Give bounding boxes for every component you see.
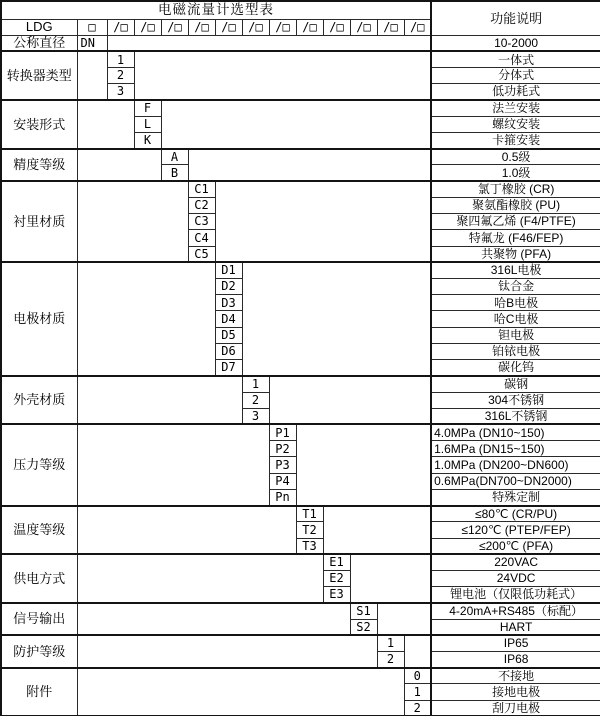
code-cell: 2	[404, 700, 431, 716]
code-cell: E1	[323, 554, 350, 570]
code-cell: C4	[188, 230, 215, 246]
code-cell: 1	[404, 684, 431, 700]
dn-code-box: □	[77, 19, 107, 35]
code-cell: E2	[323, 570, 350, 586]
desc-cell: 碳化钨	[431, 360, 600, 376]
code-cell: C3	[188, 214, 215, 230]
code-cell: C5	[188, 246, 215, 262]
spacer-cell	[269, 376, 431, 425]
desc-cell: 铂铱电极	[431, 343, 600, 359]
spacer-cell	[77, 376, 242, 425]
code-cell: S2	[350, 619, 377, 635]
spacer-cell	[323, 506, 431, 555]
table-title: 电磁流量计选型表	[1, 1, 431, 19]
desc-cell: IP65	[431, 635, 600, 651]
spacer-cell	[77, 506, 296, 555]
desc-cell: 0.6MPa(DN700~DN2000)	[431, 473, 600, 489]
desc-cell: 0.5级	[431, 149, 600, 165]
desc-cell: ≤80℃ (CR/PU)	[431, 506, 600, 522]
code-cell: P1	[269, 424, 296, 440]
section-label: 信号输出	[1, 603, 77, 635]
desc-cell: 共聚物 (PFA)	[431, 246, 600, 262]
desc-cell: 螺纹安装	[431, 116, 600, 132]
code-cell: Pn	[269, 489, 296, 505]
code-slot-5: /□	[215, 19, 242, 35]
spacer-cell	[107, 35, 431, 51]
section-label: 外壳材质	[1, 376, 77, 425]
code-cell: 1	[377, 635, 404, 651]
spacer-cell	[215, 181, 431, 262]
code-slot-3: /□	[161, 19, 188, 35]
code-cell: E3	[323, 587, 350, 603]
desc-cell: ≤200℃ (PFA)	[431, 538, 600, 554]
code-cell: 0	[404, 668, 431, 684]
desc-cell: 220VAC	[431, 554, 600, 570]
desc-cell: ≤120℃ (PTEP/FEP)	[431, 522, 600, 538]
code-slot-12: /□	[404, 19, 431, 35]
code-cell: P4	[269, 473, 296, 489]
desc-cell: 卡箍安装	[431, 133, 600, 149]
desc-cell: 氯丁橡胶 (CR)	[431, 181, 600, 197]
code-cell: 2	[107, 68, 134, 84]
function-column-header: 功能说明	[431, 1, 600, 35]
desc-cell: 10-2000	[431, 35, 600, 51]
model-prefix-label: LDG	[1, 19, 77, 35]
code-cell: A	[161, 149, 188, 165]
code-cell: 1	[242, 376, 269, 392]
section-label: 供电方式	[1, 554, 77, 603]
code-slot-2: /□	[134, 19, 161, 35]
code-cell: D1	[215, 262, 242, 278]
spacer-cell	[77, 149, 161, 181]
desc-cell: 304不锈钢	[431, 392, 600, 408]
code-slot-11: /□	[377, 19, 404, 35]
section-label: 防护等级	[1, 635, 77, 667]
spacer-cell	[350, 554, 431, 603]
code-cell: C2	[188, 197, 215, 213]
spacer-cell	[77, 603, 350, 635]
spacer-cell	[77, 262, 215, 376]
spacer-cell	[161, 100, 431, 149]
code-cell: L	[134, 116, 161, 132]
section-label: 转换器类型	[1, 51, 77, 100]
code-cell: 2	[242, 392, 269, 408]
code-cell: D6	[215, 343, 242, 359]
desc-cell: HART	[431, 619, 600, 635]
code-slot-8: /□	[296, 19, 323, 35]
desc-cell: 1.0MPa (DN200~DN600)	[431, 457, 600, 473]
code-slot-7: /□	[269, 19, 296, 35]
desc-cell: 刮刀电极	[431, 700, 600, 716]
desc-cell: 接地电极	[431, 684, 600, 700]
code-cell: K	[134, 133, 161, 149]
desc-cell: IP68	[431, 652, 600, 668]
desc-cell: 哈C电极	[431, 311, 600, 327]
code-cell: 3	[107, 84, 134, 100]
spacer-cell	[377, 603, 431, 635]
code-cell: 3	[242, 408, 269, 424]
desc-cell: 4.0MPa (DN10~150)	[431, 424, 600, 440]
code-cell: P3	[269, 457, 296, 473]
code-cell: D5	[215, 327, 242, 343]
desc-cell: 分体式	[431, 68, 600, 84]
spacer-cell	[77, 668, 404, 716]
section-label: 安装形式	[1, 100, 77, 149]
code-cell: 1	[107, 51, 134, 67]
dn-code: DN	[77, 35, 107, 51]
section-label: 衬里材质	[1, 181, 77, 262]
section-label: 电极材质	[1, 262, 77, 376]
code-slot-10: /□	[350, 19, 377, 35]
desc-cell: 钛合金	[431, 279, 600, 295]
spacer-cell	[77, 635, 377, 667]
desc-cell: 法兰安装	[431, 100, 600, 116]
code-cell: D7	[215, 360, 242, 376]
selection-table-body	[1, 1, 600, 716]
code-slot-4: /□	[188, 19, 215, 35]
desc-cell: 低功耗式	[431, 84, 600, 100]
desc-cell: 4-20mA+RS485（标配）	[431, 603, 600, 619]
desc-cell: 钽电极	[431, 327, 600, 343]
desc-cell: 1.6MPa (DN15~150)	[431, 441, 600, 457]
spacer-cell	[77, 554, 323, 603]
desc-cell: 316L不锈钢	[431, 408, 600, 424]
code-slot-6: /□	[242, 19, 269, 35]
spacer-cell	[77, 51, 107, 100]
desc-cell: 24VDC	[431, 570, 600, 586]
desc-cell: 不接地	[431, 668, 600, 684]
code-cell: C1	[188, 181, 215, 197]
section-label: 附件	[1, 668, 77, 716]
code-cell: B	[161, 165, 188, 181]
code-cell: 2	[377, 652, 404, 668]
desc-cell: 聚氨酯橡胶 (PU)	[431, 197, 600, 213]
section-label: 温度等级	[1, 506, 77, 555]
spacer-cell	[188, 149, 431, 181]
code-cell: S1	[350, 603, 377, 619]
spacer-cell	[77, 100, 134, 149]
code-cell: T1	[296, 506, 323, 522]
code-cell: D2	[215, 279, 242, 295]
code-slot-9: /□	[323, 19, 350, 35]
desc-cell: 锂电池（仅限低功耗式）	[431, 587, 600, 603]
desc-cell: 1.0级	[431, 165, 600, 181]
spacer-cell	[134, 51, 431, 100]
code-cell: D4	[215, 311, 242, 327]
code-cell: T3	[296, 538, 323, 554]
spacer-cell	[77, 181, 188, 262]
section-label: 精度等级	[1, 149, 77, 181]
desc-cell: 哈B电极	[431, 295, 600, 311]
desc-cell: 316L电极	[431, 262, 600, 278]
code-cell: D3	[215, 295, 242, 311]
section-label: 压力等级	[1, 424, 77, 505]
code-cell: T2	[296, 522, 323, 538]
desc-cell: 聚四氟乙烯 (F4/PTFE)	[431, 214, 600, 230]
desc-cell: 一体式	[431, 51, 600, 67]
spacer-cell	[77, 424, 269, 505]
desc-cell: 特殊定制	[431, 489, 600, 505]
desc-cell: 碳钢	[431, 376, 600, 392]
spacer-cell	[404, 635, 431, 667]
code-slot-1: /□	[107, 19, 134, 35]
code-cell: F	[134, 100, 161, 116]
spacer-cell	[296, 424, 431, 505]
spacer-cell	[242, 262, 431, 376]
code-cell: P2	[269, 441, 296, 457]
section-label-nominal-diameter: 公称直径	[1, 35, 77, 51]
desc-cell: 特氟龙 (F46/FEP)	[431, 230, 600, 246]
